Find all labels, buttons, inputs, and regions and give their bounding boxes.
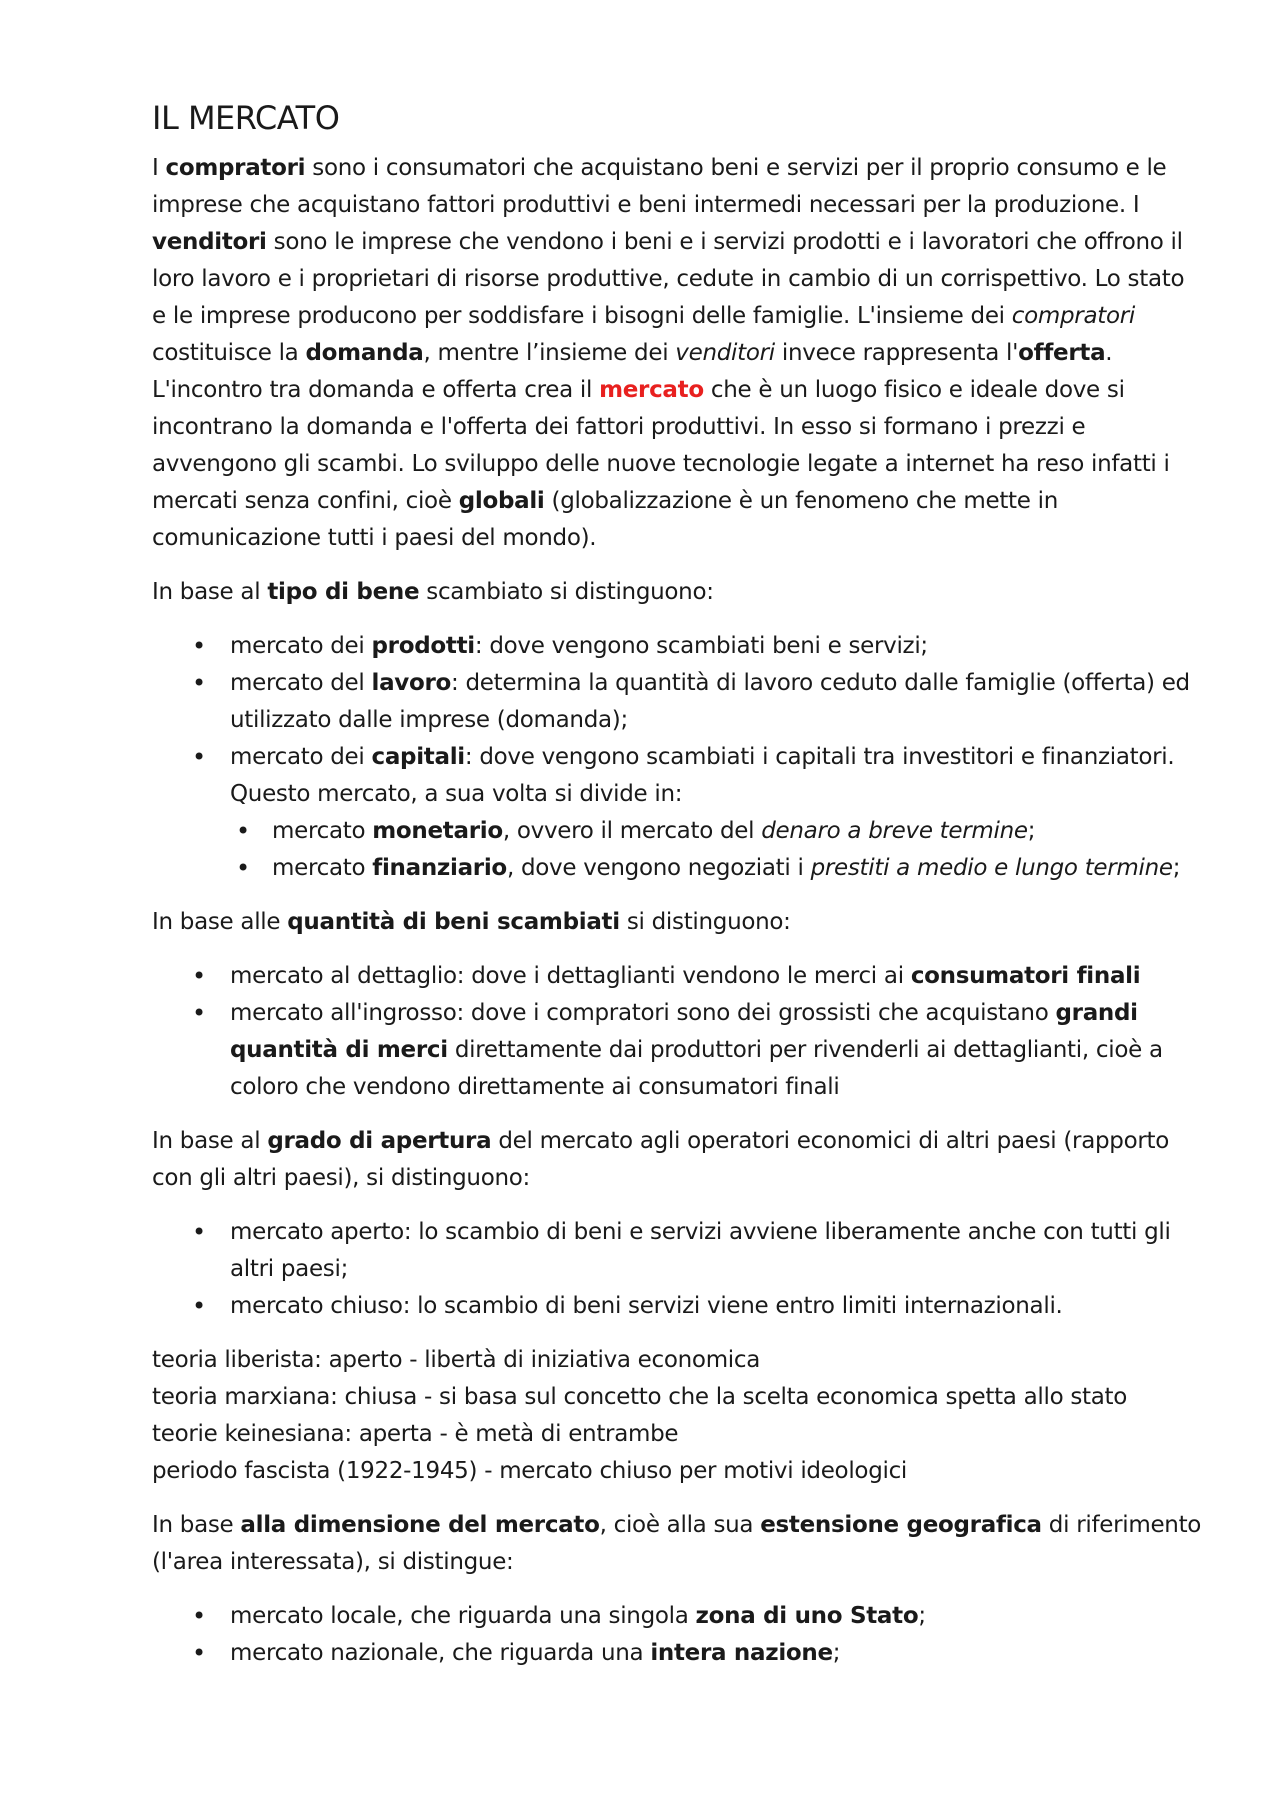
bold-text: offerta: [1018, 340, 1106, 366]
section-dimensione-heading: [152, 1507, 1202, 1581]
section-quantita-list: [152, 958, 1202, 1106]
text-run: mercato nazionale, che riguarda una: [230, 1640, 651, 1666]
text-run: mercato dei: [230, 633, 372, 659]
text-run: , mentre l’insieme dei: [423, 340, 676, 366]
section-apertura-heading: [152, 1123, 1202, 1197]
bold-text: zona di uno Stato: [695, 1603, 919, 1629]
document-title: IL MERCATO: [152, 99, 340, 137]
text-run: ;: [1027, 818, 1036, 844]
italic-text: prestiti a medio e lungo termine: [810, 855, 1173, 881]
bold-text: grandi quantità di merci: [230, 1000, 1138, 1063]
list-item: [152, 739, 1202, 887]
italic-text: denaro a breve termine: [761, 818, 1028, 844]
text-run: mercato all'ingrosso: dove i compratori sono dei grossisti che acquistano: [230, 1000, 1056, 1026]
bold-text: finanziario: [372, 855, 507, 881]
theory-line: teoria marxiana: chiusa - si basa sul concetto che la scelta economica spetta allo stato: [152, 1384, 1128, 1410]
bold-text: domanda: [305, 340, 424, 366]
text-run: mercato: [272, 818, 373, 844]
text-run: mercato: [272, 855, 373, 881]
bold-text: intera nazione: [650, 1640, 833, 1666]
text-run: ;: [918, 1603, 926, 1629]
section-quantita-heading: [152, 904, 1202, 941]
italic-text: venditori: [675, 340, 775, 366]
intro-paragraph: [152, 150, 1202, 557]
list-item: [152, 628, 1202, 665]
text-run: ;: [832, 1640, 841, 1666]
text-run: del mercato agli operatori economici di altri paesi (rapporto con gli altri paesi), si distinguono:: [152, 1128, 1170, 1191]
bold-text: compratori: [165, 155, 306, 181]
section-dimensione-list: [152, 1598, 1202, 1672]
section-tipo-di-bene-heading: [152, 574, 1202, 611]
bold-text: quantità di beni scambiati: [287, 909, 620, 935]
text-run: In base alle: [152, 909, 288, 935]
text-run: ;: [1172, 855, 1181, 881]
list-item: [152, 995, 1202, 1106]
text-run: mercato al dettaglio: dove i dettaglianti vendono le merci ai: [230, 963, 911, 989]
list-item: [152, 1288, 1202, 1325]
text-run: mercato chiuso: lo scambio di beni servizi viene entro limiti internazionali.: [230, 1293, 1063, 1319]
text-run: In base: [152, 1512, 241, 1538]
bold-text: estensione geografica: [760, 1512, 1042, 1538]
bold-text: globali: [458, 488, 545, 514]
text-run: mercato del: [230, 670, 372, 696]
list-item: [152, 1214, 1202, 1288]
bold-text: consumatori finali: [910, 963, 1141, 989]
text-run: : dove vengono scambiati i capitali tra investitori e finanziatori. Questo mercato, a sua volta si divide in:: [230, 744, 1175, 807]
italic-text: compratori: [1011, 303, 1135, 329]
list-item: [152, 665, 1202, 739]
text-run: sono i consumatori che acquistano beni e servizi per il proprio consumo e le imprese che acquistano fattori produttivi e beni intermedi necessari per la produzione. I: [152, 155, 1167, 218]
text-run: sono le imprese che vendono i beni e i servizi prodotti e i lavoratori che offrono il loro lavoro e i proprietari di risorse produttive, cedute in cambio di un corrispettivo. Lo stato e le imprese producono per soddisfare i bisogni delle famiglie. L'insieme dei: [152, 229, 1185, 329]
text-run: In base al: [152, 579, 268, 605]
bold-text: alla dimensione del mercato: [240, 1512, 600, 1538]
text-run: In base al: [152, 1128, 268, 1154]
list-item: [152, 1598, 1202, 1635]
text-run: I: [152, 155, 166, 181]
text-run: di riferimento (l'area interessata), si distingue:: [152, 1512, 1202, 1575]
text-run: scambiato si distinguono:: [419, 579, 714, 605]
text-run: direttamente dai produttori per rivenderli ai dettaglianti, cioè a coloro che vendono direttamente ai consumatori finali: [230, 1037, 1163, 1100]
list-item: [152, 1635, 1202, 1672]
bold-text: tipo di bene: [267, 579, 420, 605]
list-item: [152, 958, 1202, 995]
text-run: mercato dei: [230, 744, 372, 770]
text-run: , ovvero il mercato del: [502, 818, 762, 844]
text-run: mercato aperto: lo scambio di beni e servizi avviene liberamente anche con tutti gli altri paesi;: [230, 1219, 1171, 1282]
list-item-text: [230, 744, 1174, 807]
bold-text: venditori: [152, 229, 267, 255]
text-run: costituisce la: [152, 340, 306, 366]
text-run: (globalizzazione è un fenomeno che mette in comunicazione tutti i paesi del mondo).: [152, 488, 1058, 551]
sub-list-item: [152, 813, 1202, 850]
text-run: , cioè alla sua: [599, 1512, 761, 1538]
text-run: invece rappresenta l': [774, 340, 1019, 366]
bold-text: monetario: [372, 818, 503, 844]
bold-text: lavoro: [371, 670, 452, 696]
text-run: : dove vengono scambiati beni e servizi;: [474, 633, 928, 659]
theory-line: periodo fascista (1922-1945) - mercato chiuso per motivi ideologici: [152, 1458, 908, 1484]
text-run: mercato locale, che riguarda una singola: [230, 1603, 696, 1629]
bold-text: grado di apertura: [267, 1128, 492, 1154]
bold-text: capitali: [371, 744, 465, 770]
theory-line: teorie keinesiana: aperta - è metà di entrambe: [152, 1421, 679, 1447]
sub-list: [152, 813, 1202, 887]
text-run: che è un luogo fisico e ideale dove si incontrano la domanda e l'offerta dei fattori produttivi. In esso si formano i prezzi e avvengono gli scambi. Lo sviluppo delle nuove tecnologie legate a internet ha reso infatti i mercati senza confini, cioè: [152, 377, 1170, 514]
text-run: , dove vengono negoziati i: [506, 855, 811, 881]
section-tipo-di-bene-list: [152, 628, 1202, 887]
theory-line: teoria liberista: aperto - libertà di iniziativa economica: [152, 1347, 761, 1373]
text-run: . L'incontro tra domanda e offerta crea il: [152, 340, 1113, 403]
bold-text: prodotti: [371, 633, 475, 659]
document-page: [152, 96, 1202, 1689]
text-run: si distinguono:: [619, 909, 791, 935]
highlight-text: mercato: [599, 377, 704, 403]
section-apertura-list: [152, 1214, 1202, 1325]
sub-list-item: [152, 850, 1202, 887]
theories-block: [152, 1342, 1202, 1490]
text-run: : determina la quantità di lavoro ceduto dalle famiglie (offerta) ed utilizzato dalle imprese (domanda);: [230, 670, 1190, 733]
